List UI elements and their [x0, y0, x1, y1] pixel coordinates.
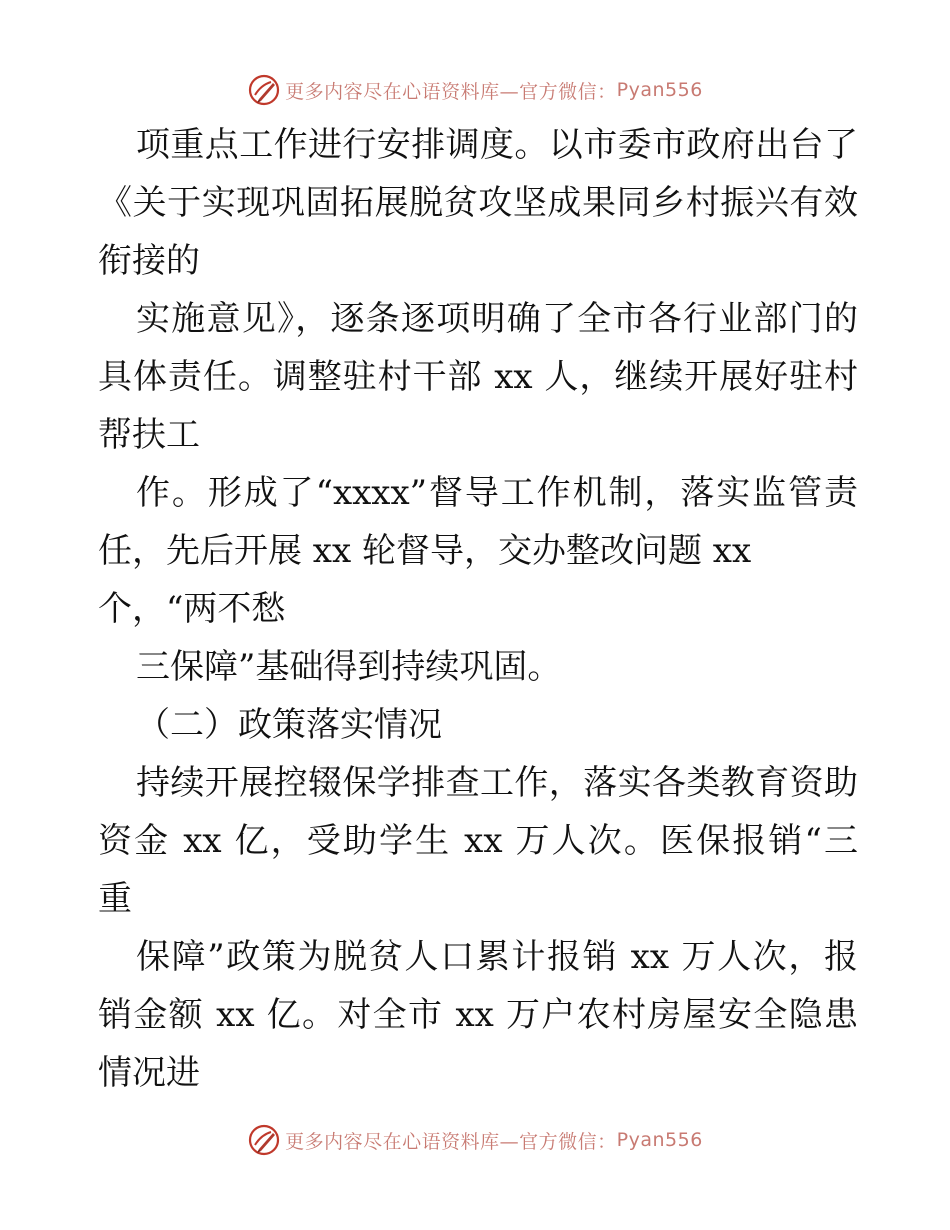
text-line: 作。形成了“xxxx”督导工作机制，落实监管责 [136, 473, 858, 513]
watermark-wechat-id: Pyan556 [616, 79, 703, 101]
text-line: 个，“两不愁 [98, 589, 286, 629]
watermark-text: 更多内容尽在心语资料库—官方微信： [285, 1130, 617, 1153]
text-line: 情况进 [98, 1053, 200, 1093]
text-line: 实施意见》，逐条逐项明确了全市各行业部门的 [136, 299, 858, 339]
watermark-text: 更多内容尽在心语资料库—官方微信： [285, 80, 617, 103]
text-line: 帮扶工 [98, 415, 200, 455]
watermark-wechat-id: Pyan556 [616, 1129, 703, 1151]
text-line: 三保障”基础得到持续巩固。 [136, 647, 562, 687]
text-line: 衔接的 [98, 241, 200, 281]
text-line: 保障”政策为脱贫人口累计报销 xx 万人次，报 [136, 937, 858, 977]
text-line: 资金 xx 亿，受助学生 xx 万人次。医保报销“三 [98, 821, 858, 861]
text-line: 项重点工作进行安排调度。以市委市政府出台了 [136, 125, 858, 165]
text-line: 重 [98, 879, 132, 919]
header-watermark [0, 70, 950, 110]
pen-logo-icon [247, 73, 281, 107]
pen-logo-icon [247, 1123, 281, 1157]
footer-watermark [0, 1120, 950, 1160]
text-line: 任，先后开展 xx 轮督导，交办整改问题 xx [98, 531, 752, 571]
text-line: 销金额 xx 亿。对全市 xx 万户农村房屋安全隐患 [98, 995, 858, 1035]
text-line: 《关于实现巩固拓展脱贫攻坚成果同乡村振兴有效 [98, 183, 858, 223]
text-line: 持续开展控辍保学排查工作，落实各类教育资助 [136, 763, 858, 803]
section-heading: （二）政策落实情况 [136, 705, 442, 745]
body-text [98, 116, 858, 1102]
text-line: 具体责任。调整驻村干部 xx 人，继续开展好驻村 [98, 357, 858, 397]
